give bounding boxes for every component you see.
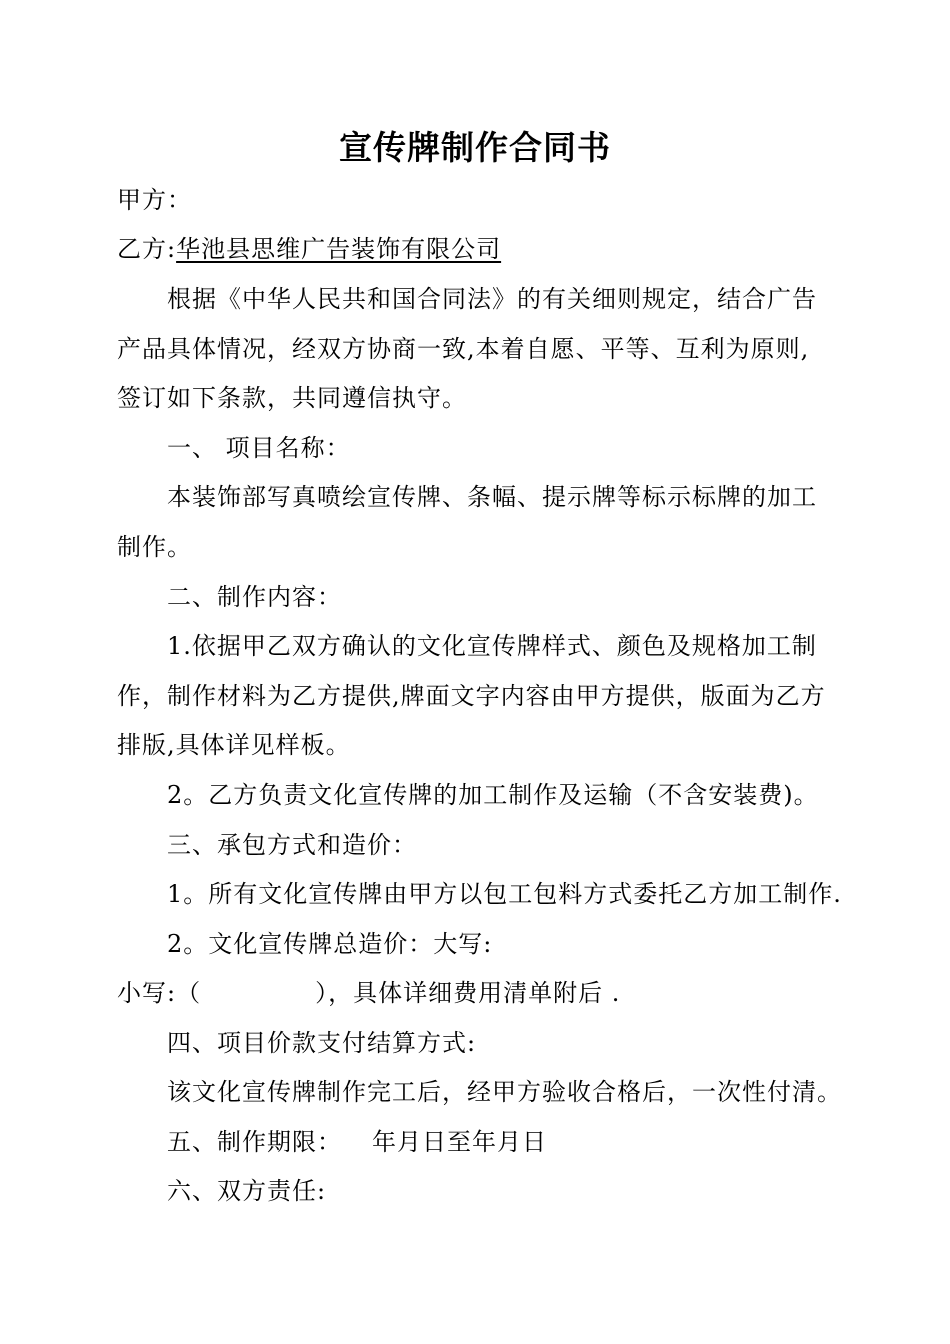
section3-small-amount-line: [117, 977, 620, 1009]
section5-date-range: 年月日至年月日: [372, 1128, 547, 1156]
section3-item2: 2。文化宣传牌总造价：大写:: [167, 930, 493, 958]
party-b-label: 乙方:: [117, 235, 177, 263]
section4-text: 该文化宣传牌制作完工后，经甲方验收合格后，一次性付清。: [167, 1078, 842, 1106]
party-b-value: 华池县思维广告装饰有限公司: [176, 235, 502, 263]
preamble-line-3: 签订如下条款，共同遵信执守。: [117, 384, 467, 412]
section3-heading: 三、承包方式和造价：: [167, 831, 417, 859]
party-a-label: 甲方：: [117, 186, 192, 214]
preamble-line-1: 根据《中华人民共和国合同法》的有关细则规定，结合广告: [167, 285, 817, 313]
section6-heading: 六、双方责任:: [167, 1177, 327, 1205]
section2-item1-line-3: 排版,具体详见样板。: [117, 731, 351, 759]
preamble-line-2: 产品具体情况，经双方协商一致,本着自愿、平等、互利为原则,: [117, 335, 810, 363]
section5-line: [167, 1126, 547, 1158]
party-b-line: [117, 233, 501, 265]
section2-item1-line-2: 作，制作材料为乙方提供,牌面文字内容由甲方提供，版面为乙方: [117, 682, 826, 710]
document-title: 宣传牌制作合同书: [339, 128, 611, 167]
party-a-line: [117, 184, 192, 216]
small-amount-suffix: ），具体详细费用清单附后 .: [315, 979, 621, 1007]
section5-heading: 五、制作期限：: [167, 1128, 342, 1156]
section4-heading: 四、项目价款支付结算方式:: [167, 1029, 477, 1057]
section2-item2: 2。乙方负责文化宣传牌的加工制作及运输（不含安装费)。: [167, 781, 819, 809]
section1-line-1: 本装饰部写真喷绘宣传牌、条幅、提示牌等标示标牌的加工: [167, 483, 817, 511]
section2-item1-line-1: 1.依据甲乙双方确认的文化宣传牌样式、颜色及规格加工制: [167, 632, 817, 660]
section3-item1: 1。所有文化宣传牌由甲方以包工包料方式委托乙方加工制作.: [167, 880, 842, 908]
section1-line-2: 制作。: [117, 533, 192, 561]
small-amount-prefix: 小写:（: [117, 979, 202, 1007]
section1-heading: 一、 项目名称：: [167, 434, 351, 462]
section2-heading: 二、制作内容：: [167, 583, 342, 611]
